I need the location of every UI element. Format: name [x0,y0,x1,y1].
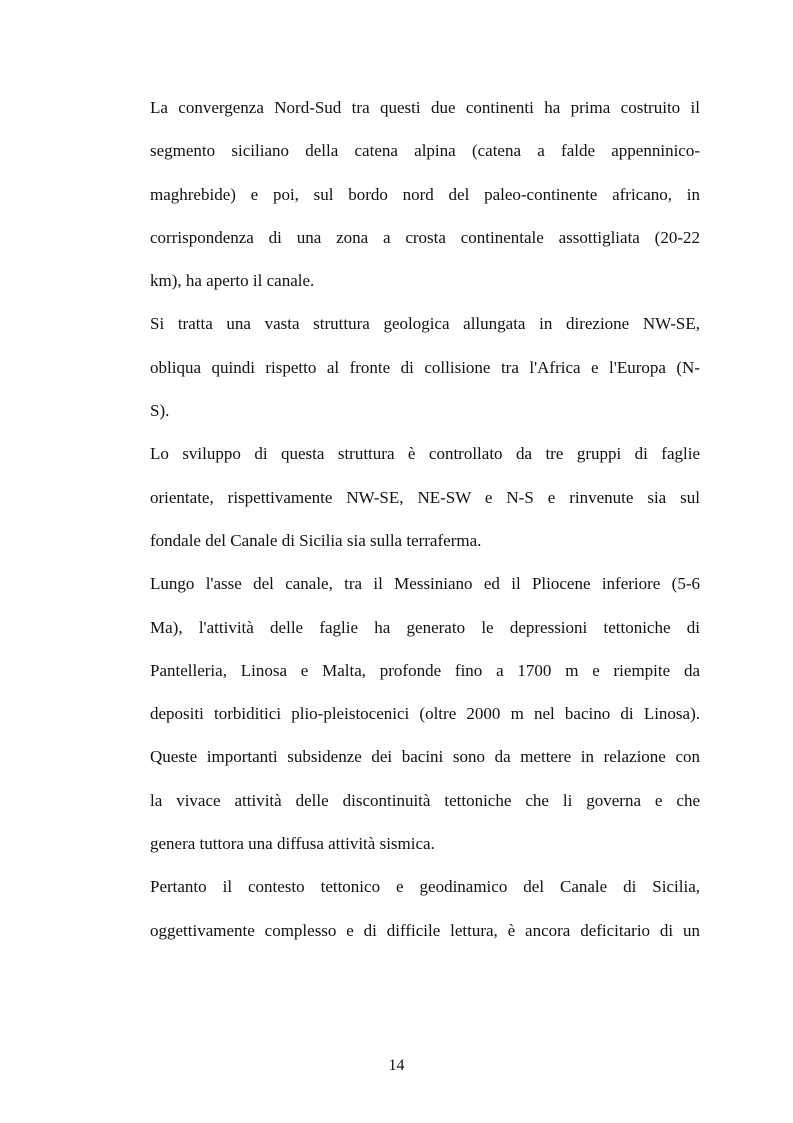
text-line: depositi torbiditici plio-pleistocenici (oltre 2000 m nel bacino di Linosa). [150,704,700,724]
text-line: S). [150,401,170,421]
text-line: la vivace attività delle discontinuità tettoniche che li governa e che [150,790,700,810]
text-line: oggettivamente complesso e di difficile lettura, è ancora deficitario di un [150,920,700,940]
text-line: orientate, rispettivamente NW-SE, NE-SW e N-S e rinvenute sia sul [150,487,700,507]
text-line: obliqua quindi rispetto al fronte di collisione tra l'Africa e l'Europa (N- [150,357,700,377]
text-line: Queste importanti subsidenze dei bacini sono da mettere in relazione con [150,747,700,767]
text-line: Pertanto il contesto tettonico e geodinamico del Canale di Sicilia, [150,877,700,897]
text-line: genera tuttora una diffusa attività sismica. [150,834,435,854]
text-line: km), ha aperto il canale. [150,271,315,291]
body-text [150,86,700,952]
text-line: maghrebide) e poi, sul bordo nord del paleo-continente africano, in [150,184,700,204]
page-number: 14 [388,1057,405,1074]
text-line: fondale del Canale di Sicilia sia sulla terraferma. [150,530,482,550]
text-line: corrispondenza di una zona a crosta continentale assottigliata (20-22 [150,227,700,247]
text-line: La convergenza Nord-Sud tra questi due continenti ha prima costruito il [150,98,700,117]
text-line: Ma), l'attività delle faglie ha generato le depressioni tettoniche di [150,617,700,637]
text-line: segmento siciliano della catena alpina (catena a falde appenninico- [150,141,700,161]
text-line: Pantelleria, Linosa e Malta, profonde fino a 1700 m e riempite da [150,660,700,680]
text-line: Si tratta una vasta struttura geologica allungata in direzione NW-SE, [150,314,700,334]
text-line: Lungo l'asse del canale, tra il Messiniano ed il Pliocene inferiore (5-6 [150,574,700,594]
text-line: Lo sviluppo di questa struttura è controllato da tre gruppi di faglie [150,444,700,464]
